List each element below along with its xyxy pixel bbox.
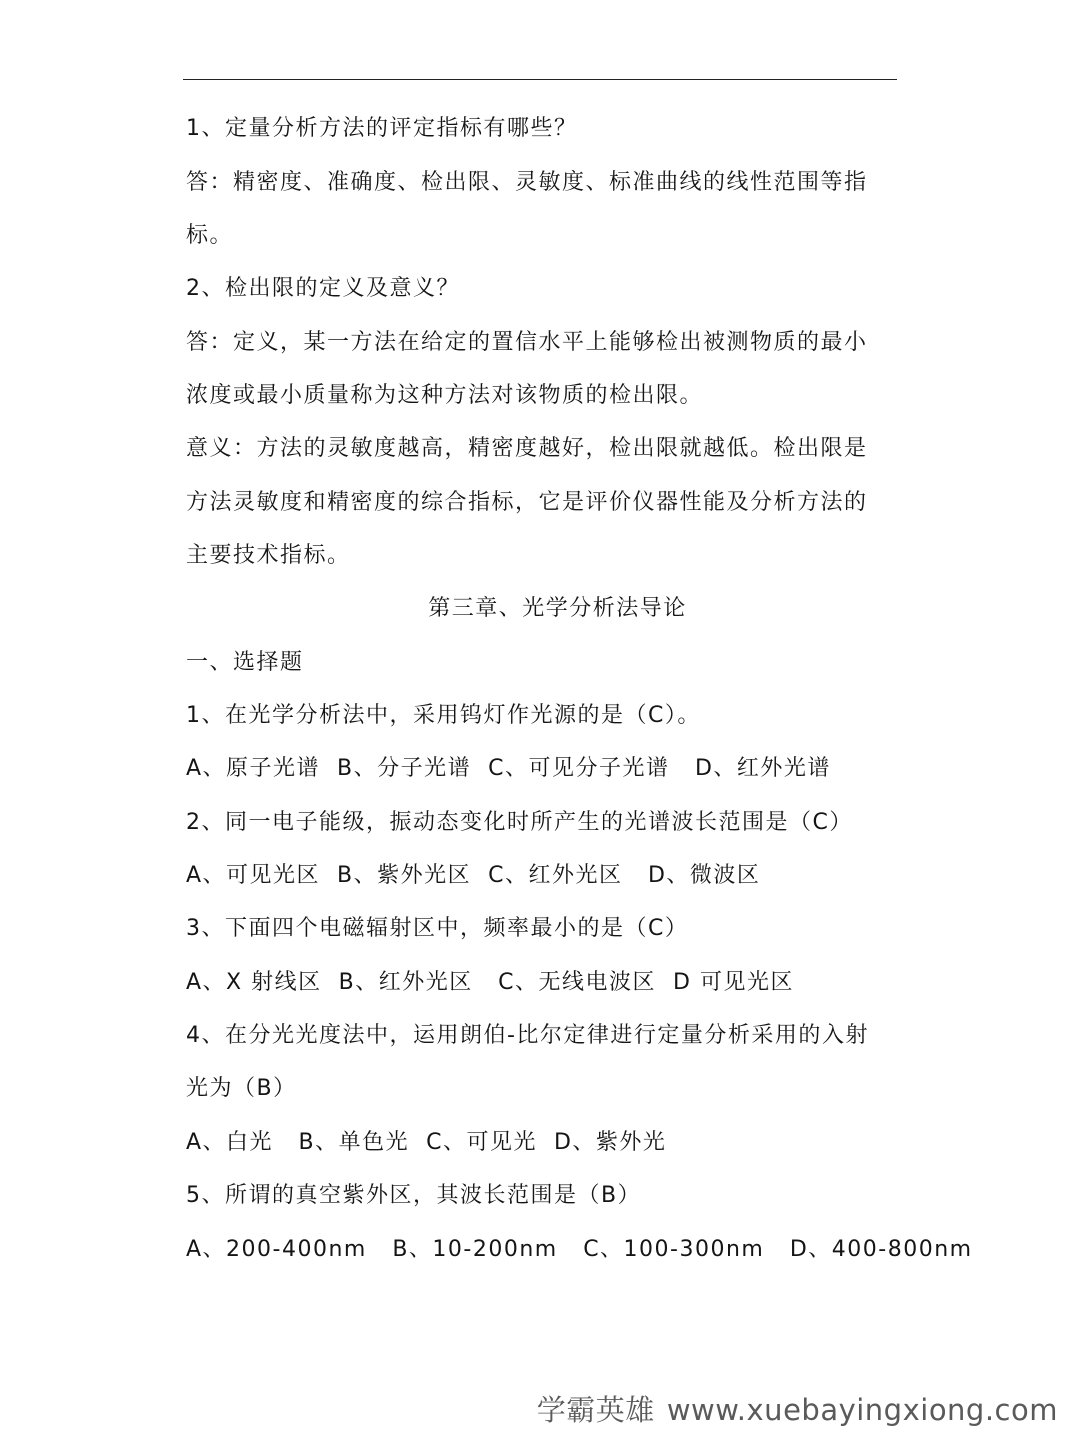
answer-2-line-1: 答：定义，某一方法在给定的置信水平上能够检出被测物质的最小: [186, 330, 868, 355]
mcq-4-question-line-1: 4、在分光光度法中，运用朗伯-比尔定律进行定量分析采用的入射: [186, 1023, 869, 1048]
question-1: 1、定量分析方法的评定指标有哪些？: [186, 116, 578, 141]
mcq-1-options: A、原子光谱 B、分子光谱 C、可见分子光谱 D、红外光谱: [186, 756, 831, 781]
meaning-line-3: 主要技术指标。: [186, 543, 351, 568]
mcq-2-options: A、可见光区 B、紫外光区 C、红外光区 D、微波区: [186, 863, 761, 888]
mcq-1-question: 1、在光学分析法中，采用钨灯作光源的是（C）。: [186, 703, 701, 728]
question-2: 2、检出限的定义及意义？: [186, 276, 460, 301]
mcq-4-options: A、白光 B、单色光 C、可见光 D、紫外光: [186, 1130, 667, 1155]
chapter-title: 第三章、光学分析法导论: [428, 596, 687, 621]
mcq-3-options: A、X 射线区 B、红外光区 C、无线电波区 D 可见光区: [186, 970, 794, 995]
mcq-4-question-line-2: 光为（B）: [186, 1076, 297, 1101]
meaning-line-2: 方法灵敏度和精密度的综合指标，它是评价仪器性能及分析方法的: [186, 490, 868, 515]
mcq-3-question: 3、下面四个电磁辐射区中，频率最小的是（C）: [186, 916, 689, 941]
header-rule: [183, 79, 897, 80]
mcq-5-options: A、200-400nm B、10-200nm C、100-300nm D、400-800nm: [186, 1237, 973, 1262]
answer-2-line-2: 浓度或最小质量称为这种方法对该物质的检出限。: [186, 383, 704, 408]
mcq-2-question: 2、同一电子能级，振动态变化时所产生的光谱波长范围是（C）: [186, 810, 853, 835]
watermark-url: www.xuebayingxiong.com: [666, 1393, 1058, 1427]
answer-1-line-1: 答：精密度、准确度、检出限、灵敏度、标准曲线的线性范围等指: [186, 170, 868, 195]
meaning-line-1: 意义：方法的灵敏度越高，精密度越好，检出限就越低。检出限是: [186, 436, 868, 461]
section-heading: 一、选择题: [186, 650, 304, 675]
answer-1-line-2: 标。: [186, 223, 234, 248]
watermark-brand: 学霸英雄: [536, 1393, 655, 1427]
mcq-5-question: 5、所谓的真空紫外区，其波长范围是（B）: [186, 1183, 642, 1208]
watermark: [537, 1390, 1058, 1430]
